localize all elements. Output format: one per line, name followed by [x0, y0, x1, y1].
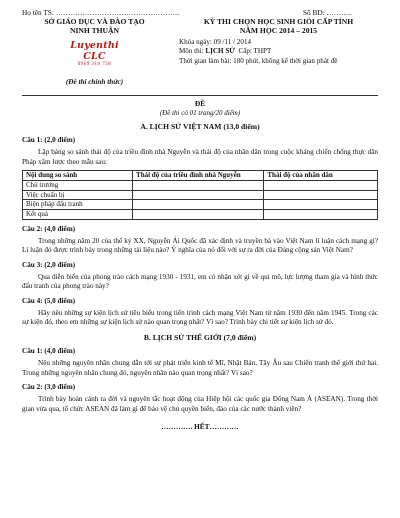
comparison-table [22, 170, 378, 220]
table-row-label: Biện pháp đấu tranh [23, 200, 133, 210]
watermark-logo [63, 40, 127, 69]
table-cell-empty [264, 210, 378, 220]
table-cell-empty [264, 180, 378, 190]
exam-title-line-2: NĂM HỌC 2014 – 2015 [239, 25, 318, 35]
exam-header [22, 18, 378, 86]
exam-duration: Thời gian làm bài: 180 phút, không kể thời gian phát đề [179, 56, 338, 65]
section-b-title: B. LỊCH SỬ THẾ GIỚI (7,0 điểm) [143, 332, 257, 342]
exam-note: (Đề thi có 01 trang/20 điểm) [159, 108, 241, 117]
table-cell-empty [133, 180, 264, 190]
table-cell-empty [133, 210, 264, 220]
question-b1-text: Nêu những nguyên nhân chung dẫn tới sự phát triển kinh tế Mĩ, Nhật Bản, Tây Âu sau Chiến tranh thế giới thứ hai. Trong những nguyên nhân chung đó, nguyên nhân nào quan trọng nhất? Vì sao? [22, 359, 378, 377]
header-divider [22, 95, 378, 96]
table-header-cell: Thái độ của triều đình nhà Nguyễn [133, 171, 264, 181]
table-cell-empty [133, 200, 264, 210]
question-b2-title: Câu 2: (3,0 điểm) [22, 383, 76, 392]
question-a2-text: Trong những năm 20 của thế kỷ XX, Nguyễn Ái Quốc đã xác định và truyền bá vào Việt Nam lí luận cách mạng gì? Lí luận đó được trình bày trong những tài liệu nào? Ý nghĩa của nó đối với sự ra đời của Đảng cộng sản Việt Nam? [22, 236, 378, 255]
organization-block [22, 18, 167, 86]
question-a2-title: Câu 2: (4,0 điểm) [22, 224, 76, 233]
exam-subject [179, 47, 378, 57]
table-cell-empty [264, 200, 378, 210]
question-a1-title: Câu 1: (2,0 điểm) [22, 136, 76, 145]
candidate-number-field: Số BD: ……….. [302, 8, 352, 17]
subject-name: LỊCH SỬ [205, 47, 235, 56]
candidate-name-field: Họ tên TS: …………………………………………… [22, 8, 180, 17]
question-a3-title: Câu 3: (2,0 điểm) [22, 260, 76, 269]
table-row [23, 200, 378, 210]
end-marker: …………. HẾT………… [161, 422, 239, 432]
org-line-1: SỞ GIÁO DỤC VÀ ĐÀO TẠO [44, 17, 145, 27]
subject-label: Môn thi: [179, 47, 204, 56]
exam-title-line-1: KỲ THI CHỌN HỌC SINH GIỎI CẤP TỈNH [203, 17, 354, 27]
table-row-label: Chủ trương [23, 180, 133, 190]
subject-level: Cấp: THPT [238, 47, 272, 56]
candidate-line [22, 8, 378, 17]
logo-name: Luyenthi CLC [70, 39, 119, 63]
question-a1-text: Lập bảng so sánh thái độ của triều đình nhà Nguyễn và thái độ của nhân dân trong cuộc kháng chiến chống thực dân Pháp xâm lược theo mẫu sau: [22, 148, 378, 166]
table-row-label: Kết quả [23, 210, 133, 220]
exam-details [179, 38, 378, 67]
question-b1-title: Câu 1: (4,0 điểm) [22, 347, 76, 356]
table-row [23, 190, 378, 200]
question-b2-text: Trình bày hoàn cảnh ra đời và nguyên tắc hoạt động của Hiệp hội các quốc gia Đông Nam Á (ASEAN). Trong thời gian vừa qua, tổ chức ASEAN đã làm gì để bảo vệ chủ quyền biển, đảo của các nước thành viên? [22, 395, 378, 413]
table-header-cell: Nội dung so sánh [23, 171, 133, 181]
question-a4-title: Câu 4: (5,0 điểm) [22, 296, 76, 305]
official-note: (Đề thi chính thức) [65, 77, 124, 86]
logo-phone: 0969 310 728 [77, 62, 112, 68]
table-row [23, 180, 378, 190]
question-a4-text: Hãy nêu những sự kiện lịch sử tiêu biểu trong tiến trình cách mạng Việt Nam từ năm 1930 đến năm 1945. Trong các sự kiện đó, theo em những sự kiện lịch sử nào quan trọng nhất? Vì sao? Trình bày chi tiết sự kiện lịch sử đó. [22, 308, 378, 327]
table-row [23, 210, 378, 220]
table-cell-empty [264, 190, 378, 200]
exam-heading: ĐỀ [194, 98, 206, 108]
exam-info-block [167, 18, 378, 86]
org-line-2: NINH THUẬN [69, 25, 119, 35]
table-row-label: Việc chuẩn bị [23, 190, 133, 200]
exam-course-date: Khóa ngày: 09 /11 / 2014 [179, 37, 252, 46]
table-header-cell: Thái độ của nhân dân [264, 171, 378, 181]
section-a-title: A. LỊCH SỬ VIỆT NAM (13,0 điểm) [140, 121, 260, 131]
question-a3-text: Qua diễn biến của phong trào cách mạng 1930 - 1931, em có nhận xét gì về qui mô, lực lượng tham gia và hình thức đấu tranh của phong trào này? [22, 272, 378, 291]
table-cell-empty [133, 190, 264, 200]
table-header-row [23, 171, 378, 181]
